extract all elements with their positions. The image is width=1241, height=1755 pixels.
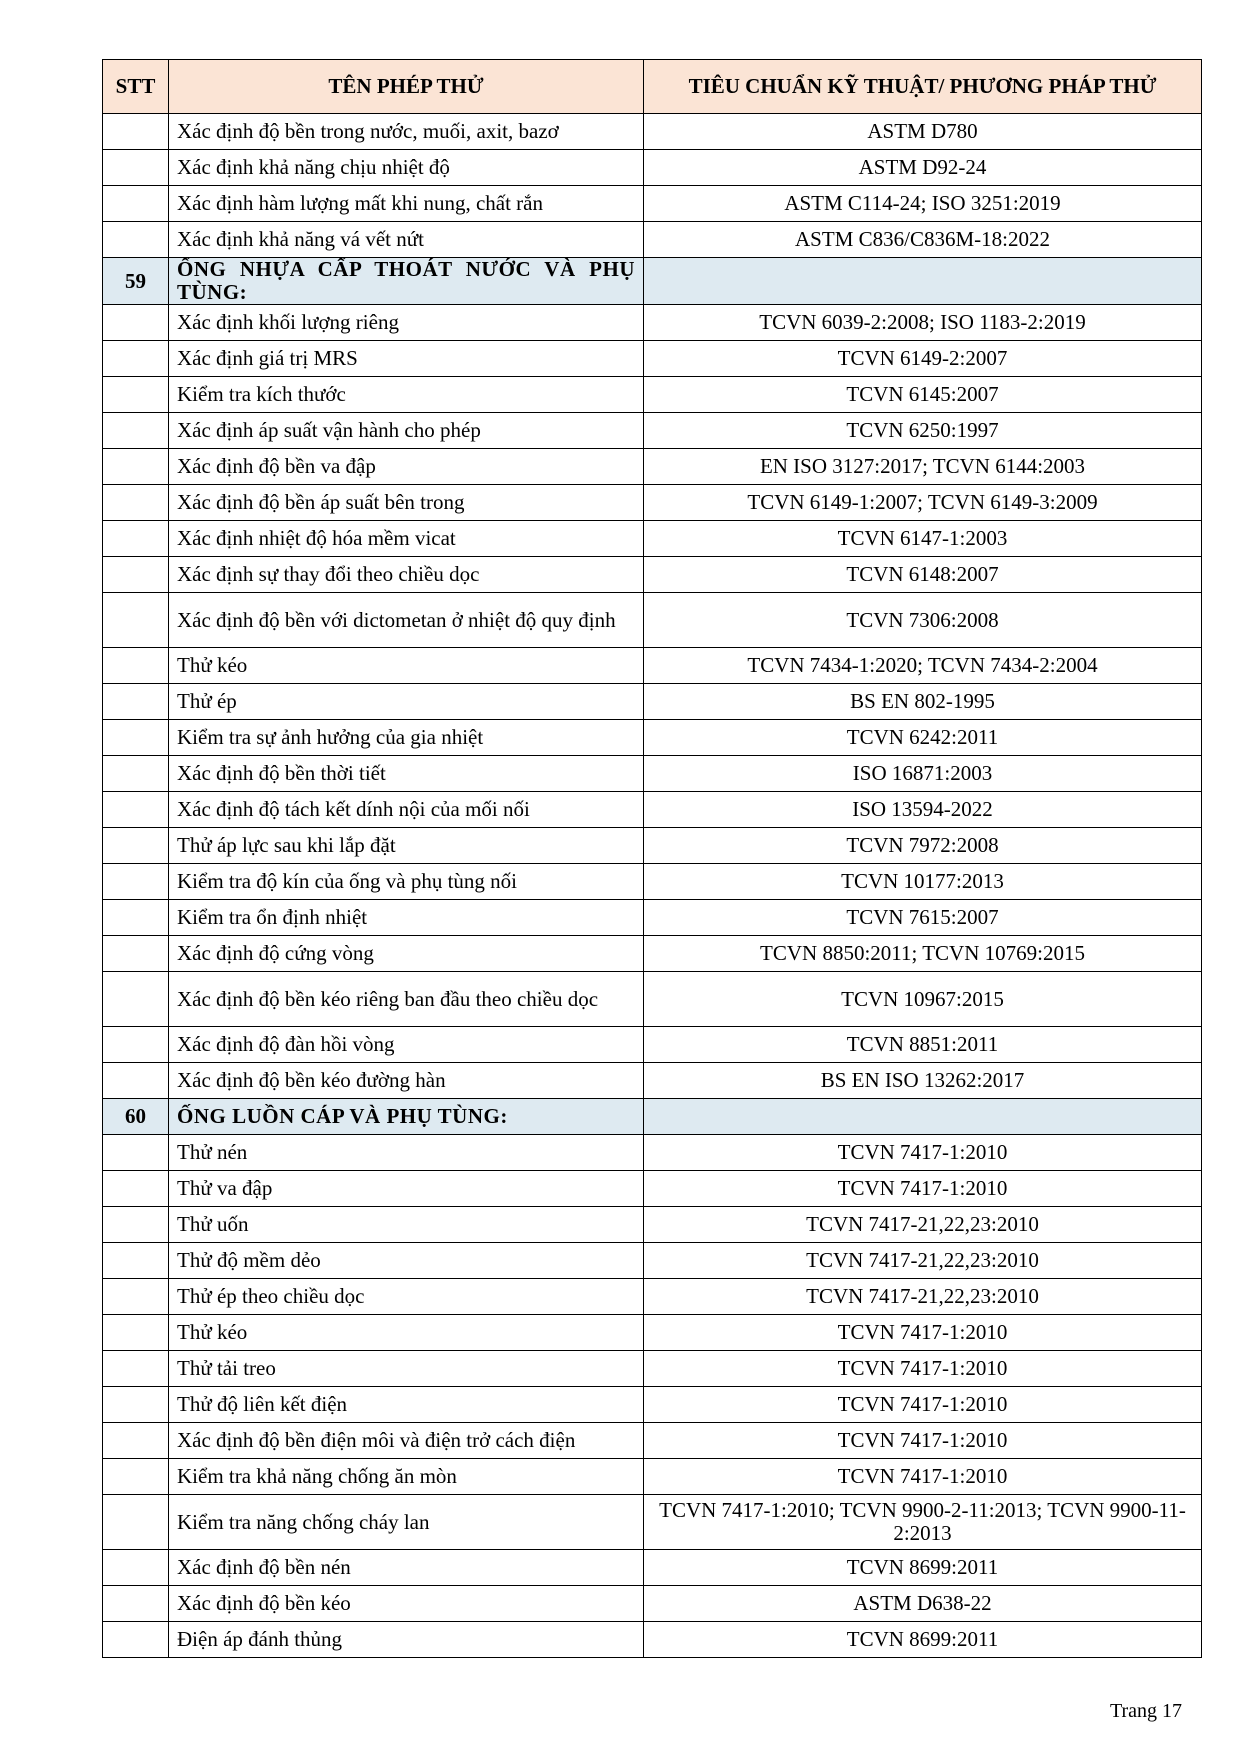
- row-stt: [103, 864, 169, 900]
- row-standard: BS EN ISO 13262:2017: [644, 1063, 1202, 1099]
- table-row: [103, 1207, 1202, 1243]
- row-standard: TCVN 7417-21,22,23:2010: [644, 1279, 1202, 1315]
- header-standard: TIÊU CHUẨN KỸ THUẬT/ PHƯƠNG PHÁP THỬ: [644, 60, 1202, 114]
- table-row: [103, 449, 1202, 485]
- table-row: [103, 1279, 1202, 1315]
- header-stt: STT: [103, 60, 169, 114]
- row-stt: [103, 792, 169, 828]
- table-row: [103, 972, 1202, 1027]
- row-standard: TCVN 6145:2007: [644, 377, 1202, 413]
- table-row: [103, 1622, 1202, 1658]
- table-row: [103, 1459, 1202, 1495]
- row-test-name: Xác định độ bền điện môi và điện trở cách điện: [169, 1423, 644, 1459]
- row-stt: [103, 1423, 169, 1459]
- table-row: [103, 521, 1202, 557]
- page-number: Trang 17: [1109, 1700, 1182, 1722]
- row-standard: TCVN 6148:2007: [644, 557, 1202, 593]
- table-row: [103, 1550, 1202, 1586]
- row-test-name: Xác định khối lượng riêng: [169, 305, 644, 341]
- header-test-name: TÊN PHÉP THỬ: [169, 60, 644, 114]
- row-stt: [103, 1171, 169, 1207]
- table-row: [103, 864, 1202, 900]
- row-standard: TCVN 7434-1:2020; TCVN 7434-2:2004: [644, 648, 1202, 684]
- table-header: [103, 60, 1202, 114]
- table-row: [103, 648, 1202, 684]
- row-test-name: Kiểm tra ổn định nhiệt: [169, 900, 644, 936]
- row-standard: TCVN 7972:2008: [644, 828, 1202, 864]
- row-standard: TCVN 7417-1:2010: [644, 1459, 1202, 1495]
- row-test-name: Xác định độ đàn hồi vòng: [169, 1027, 644, 1063]
- row-standard: EN ISO 3127:2017; TCVN 6144:2003: [644, 449, 1202, 485]
- table-row: [103, 900, 1202, 936]
- row-standard: TCVN 6039-2:2008; ISO 1183-2:2019: [644, 305, 1202, 341]
- row-stt: [103, 1550, 169, 1586]
- row-test-name: Kiểm tra khả năng chống ăn mòn: [169, 1459, 644, 1495]
- row-test-name: Xác định độ bền trong nước, muối, axit, bazơ: [169, 114, 644, 150]
- table-row: [103, 377, 1202, 413]
- row-stt: [103, 1315, 169, 1351]
- row-stt: [103, 1351, 169, 1387]
- row-test-name: Kiểm tra năng chống cháy lan: [169, 1495, 644, 1550]
- row-standard: TCVN 7417-1:2010: [644, 1171, 1202, 1207]
- header-row: [103, 60, 1202, 114]
- table-row: [103, 1315, 1202, 1351]
- row-stt: [103, 1243, 169, 1279]
- row-standard: ISO 13594-2022: [644, 792, 1202, 828]
- row-standard: TCVN 7417-1:2010: [644, 1387, 1202, 1423]
- row-stt: [103, 972, 169, 1027]
- table-row: [103, 341, 1202, 377]
- row-test-name: Thử ép theo chiều dọc: [169, 1279, 644, 1315]
- table-row: [103, 1495, 1202, 1550]
- row-stt: [103, 413, 169, 449]
- row-stt: 60: [103, 1099, 169, 1135]
- row-standard: [644, 258, 1202, 305]
- row-standard: ASTM D92-24: [644, 150, 1202, 186]
- row-standard: TCVN 6149-1:2007; TCVN 6149-3:2009: [644, 485, 1202, 521]
- row-stt: 59: [103, 258, 169, 305]
- row-stt: [103, 114, 169, 150]
- row-stt: [103, 720, 169, 756]
- table-row: [103, 684, 1202, 720]
- row-standard: TCVN 7417-1:2010: [644, 1315, 1202, 1351]
- test-standards-table: [102, 59, 1202, 1658]
- row-test-name: Điện áp đánh thủng: [169, 1622, 644, 1658]
- row-test-name: Xác định độ bền kéo riêng ban đầu theo chiều dọc: [169, 972, 644, 1027]
- row-test-name: Xác định độ bền áp suất bên trong: [169, 485, 644, 521]
- table-row: [103, 828, 1202, 864]
- row-standard: TCVN 7417-21,22,23:2010: [644, 1207, 1202, 1243]
- row-test-name: Thử độ liên kết điện: [169, 1387, 644, 1423]
- table-row: [103, 557, 1202, 593]
- table-row: [103, 1027, 1202, 1063]
- row-test-name: Xác định sự thay đổi theo chiều dọc: [169, 557, 644, 593]
- row-standard: TCVN 8851:2011: [644, 1027, 1202, 1063]
- row-stt: [103, 485, 169, 521]
- table-row: [103, 1387, 1202, 1423]
- row-standard: TCVN 10177:2013: [644, 864, 1202, 900]
- row-standard: TCVN 10967:2015: [644, 972, 1202, 1027]
- row-stt: [103, 150, 169, 186]
- row-test-name: Kiểm tra độ kín của ống và phụ tùng nối: [169, 864, 644, 900]
- row-standard: TCVN 8699:2011: [644, 1622, 1202, 1658]
- table-row: [103, 305, 1202, 341]
- table-row: [103, 936, 1202, 972]
- table-row: [103, 1351, 1202, 1387]
- row-standard: ISO 16871:2003: [644, 756, 1202, 792]
- row-stt: [103, 1459, 169, 1495]
- table-row: [103, 114, 1202, 150]
- section-row: [103, 258, 1202, 305]
- row-stt: [103, 828, 169, 864]
- row-test-name: Xác định hàm lượng mất khi nung, chất rắn: [169, 186, 644, 222]
- row-stt: [103, 1622, 169, 1658]
- row-standard: TCVN 7306:2008: [644, 593, 1202, 648]
- table-row: [103, 1423, 1202, 1459]
- row-standard: ASTM D638-22: [644, 1586, 1202, 1622]
- row-standard: TCVN 7417-21,22,23:2010: [644, 1243, 1202, 1279]
- row-stt: [103, 1135, 169, 1171]
- table-body: [103, 114, 1202, 1658]
- row-standard: TCVN 6149-2:2007: [644, 341, 1202, 377]
- row-standard: TCVN 7615:2007: [644, 900, 1202, 936]
- row-standard: TCVN 8699:2011: [644, 1550, 1202, 1586]
- table-row: [103, 150, 1202, 186]
- row-test-name: Thử độ mềm dẻo: [169, 1243, 644, 1279]
- table-row: [103, 792, 1202, 828]
- row-test-name: Thử kéo: [169, 1315, 644, 1351]
- row-standard: TCVN 6250:1997: [644, 413, 1202, 449]
- row-test-name: Thử tải treo: [169, 1351, 644, 1387]
- row-stt: [103, 593, 169, 648]
- row-test-name: Xác định áp suất vận hành cho phép: [169, 413, 644, 449]
- row-test-name: Thử uốn: [169, 1207, 644, 1243]
- row-test-name: Xác định độ tách kết dính nội của mối nối: [169, 792, 644, 828]
- row-test-name: Xác định khả năng chịu nhiệt độ: [169, 150, 644, 186]
- row-stt: [103, 1279, 169, 1315]
- row-test-name: Xác định giá trị MRS: [169, 341, 644, 377]
- table-row: [103, 756, 1202, 792]
- row-test-name: Kiểm tra kích thước: [169, 377, 644, 413]
- row-standard: TCVN 8850:2011; TCVN 10769:2015: [644, 936, 1202, 972]
- row-stt: [103, 341, 169, 377]
- table-row: [103, 222, 1202, 258]
- row-stt: [103, 648, 169, 684]
- row-test-name: Xác định độ cứng vòng: [169, 936, 644, 972]
- row-standard: ASTM C114-24; ISO 3251:2019: [644, 186, 1202, 222]
- row-stt: [103, 186, 169, 222]
- table-row: [103, 1586, 1202, 1622]
- table-row: [103, 593, 1202, 648]
- table-row: [103, 1063, 1202, 1099]
- table-row: [103, 413, 1202, 449]
- table-row: [103, 186, 1202, 222]
- row-standard: TCVN 7417-1:2010; TCVN 9900-2-11:2013; TCVN 9900-11-2:2013: [644, 1495, 1202, 1550]
- row-standard: TCVN 6147-1:2003: [644, 521, 1202, 557]
- row-standard: TCVN 7417-1:2010: [644, 1135, 1202, 1171]
- row-standard: BS EN 802-1995: [644, 684, 1202, 720]
- row-standard: TCVN 6242:2011: [644, 720, 1202, 756]
- row-stt: [103, 1586, 169, 1622]
- row-stt: [103, 557, 169, 593]
- row-stt: [103, 449, 169, 485]
- section-row: [103, 1099, 1202, 1135]
- row-test-name: Thử ép: [169, 684, 644, 720]
- table-row: [103, 1135, 1202, 1171]
- row-standard: [644, 1099, 1202, 1135]
- row-test-name: Xác định độ bền nén: [169, 1550, 644, 1586]
- row-test-name: Xác định độ bền kéo đường hàn: [169, 1063, 644, 1099]
- row-test-name: ỐNG NHỰA CẤP THOÁT NƯỚC VÀ PHỤ TÙNG:: [169, 258, 644, 305]
- row-stt: [103, 521, 169, 557]
- row-standard: ASTM C836/C836M-18:2022: [644, 222, 1202, 258]
- row-stt: [103, 684, 169, 720]
- row-standard: TCVN 7417-1:2010: [644, 1351, 1202, 1387]
- row-test-name: Thử áp lực sau khi lắp đặt: [169, 828, 644, 864]
- row-test-name: ỐNG LUỒN CÁP VÀ PHỤ TÙNG:: [169, 1099, 644, 1135]
- row-stt: [103, 1207, 169, 1243]
- row-test-name: Xác định độ bền va đập: [169, 449, 644, 485]
- row-stt: [103, 305, 169, 341]
- row-stt: [103, 1027, 169, 1063]
- row-test-name: Thử va đập: [169, 1171, 644, 1207]
- row-stt: [103, 1495, 169, 1550]
- row-test-name: Xác định nhiệt độ hóa mềm vicat: [169, 521, 644, 557]
- row-stt: [103, 1387, 169, 1423]
- row-test-name: Xác định độ bền kéo: [169, 1586, 644, 1622]
- row-standard: TCVN 7417-1:2010: [644, 1423, 1202, 1459]
- row-test-name: Thử kéo: [169, 648, 644, 684]
- row-stt: [103, 377, 169, 413]
- row-test-name: Kiểm tra sự ảnh hưởng của gia nhiệt: [169, 720, 644, 756]
- row-stt: [103, 756, 169, 792]
- row-test-name: Xác định độ bền với dictometan ở nhiệt độ quy định: [169, 593, 644, 648]
- row-standard: ASTM D780: [644, 114, 1202, 150]
- row-stt: [103, 936, 169, 972]
- row-test-name: Xác định độ bền thời tiết: [169, 756, 644, 792]
- table-row: [103, 720, 1202, 756]
- row-stt: [103, 1063, 169, 1099]
- row-stt: [103, 900, 169, 936]
- table-row: [103, 485, 1202, 521]
- row-stt: [103, 222, 169, 258]
- row-test-name: Thử nén: [169, 1135, 644, 1171]
- table-row: [103, 1171, 1202, 1207]
- row-test-name: Xác định khả năng vá vết nứt: [169, 222, 644, 258]
- table-row: [103, 1243, 1202, 1279]
